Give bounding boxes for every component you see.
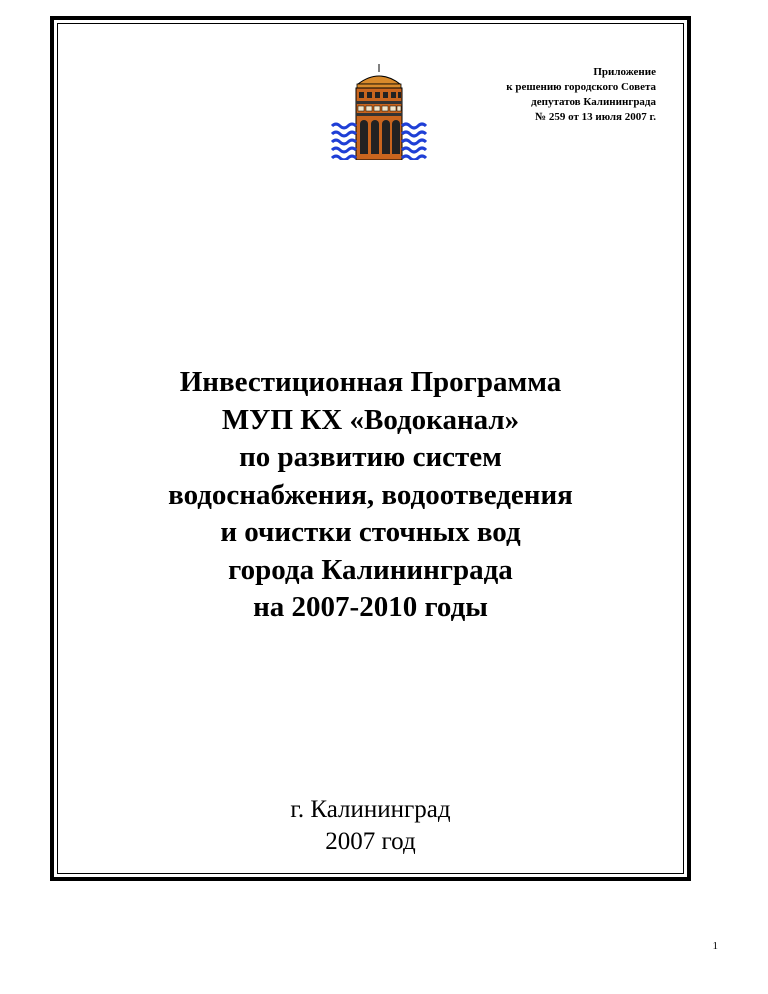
annex-line: к решению городского Совета	[506, 81, 656, 93]
title-line: по развитию систем	[239, 441, 502, 473]
annex-line: Приложение	[593, 66, 656, 78]
year-label: 2007 год	[325, 828, 416, 855]
annex-line: депутатов Калининграда	[531, 96, 656, 108]
place-and-year	[57, 794, 684, 858]
title-line: города Калининграда	[228, 553, 513, 586]
title-line: Инвестиционная Программа	[179, 366, 562, 398]
title-line: на 2007-2010 годы	[253, 591, 488, 623]
city-name: г. Калининград	[290, 796, 451, 823]
document-title	[57, 364, 684, 627]
title-line: и очистки сточных вод	[220, 516, 521, 548]
title-line: МУП КХ «Водоканал»	[221, 403, 520, 436]
title-line: водоснабжения, водоотведения	[168, 478, 573, 511]
annex-note	[396, 65, 656, 125]
annex-line: № 259 от 13 июля 2007 г.	[535, 111, 656, 123]
page-number: 1	[712, 940, 718, 952]
